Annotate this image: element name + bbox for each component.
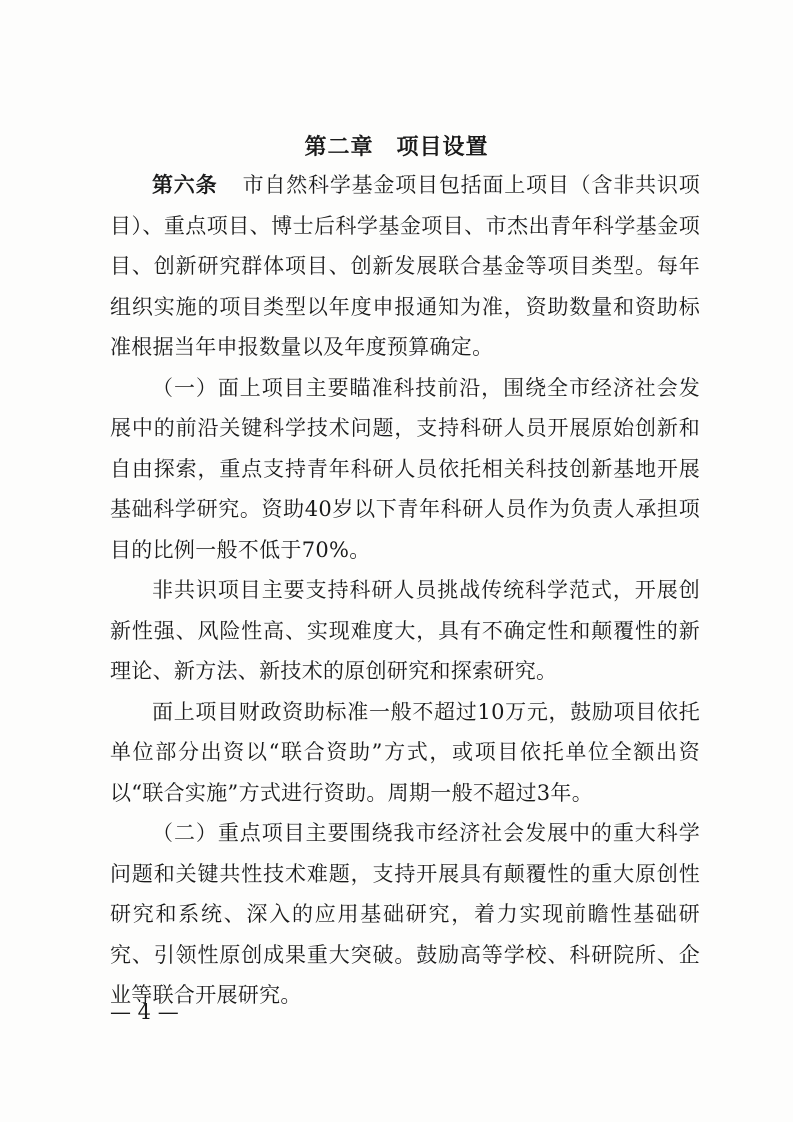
- page-number: — 4 —: [110, 1000, 179, 1024]
- article-text: 市自然科学基金项目包括面上项目（含非共识项目）、重点项目、博士后科学基金项目、市杰出青年科学基金项目、创新研究群体项目、创新发展联合基金等项目类型。每年组织实施的项目类型以年度申报通知为准，资助数量和资助标准根据当年申报数量以及年度预算确定。: [110, 173, 700, 359]
- paragraph-funding-standard: 面上项目财政资助标准一般不超过10万元，鼓励项目依托单位部分出资以“联合资助”方式，或项目依托单位全额出资以“联合实施”方式进行资助。周期一般不超过3年。: [110, 699, 700, 805]
- document-body: [110, 165, 700, 1016]
- chapter-title: 第二章 项目设置: [304, 135, 489, 160]
- paragraph-general-projects: （一）面上项目主要瞄准科技前沿，围绕全市经济社会发展中的前沿关键科学技术问题，支持科研人员开展原始创新和自由探索，重点支持青年科研人员依托相关科技创新基地开展基础科学研究。资助40岁以下青年科研人员作为负责人承担项目的比例一般不低于70%。: [110, 375, 700, 562]
- paragraph-non-consensus-projects: 非共识项目主要支持科研人员挑战传统科学范式，开展创新性强、风险性高、实现难度大，具有不确定性和颠覆性的新理论、新方法、新技术的原创研究和探索研究。: [110, 578, 700, 683]
- article-label: 第六条: [152, 173, 218, 197]
- article-paragraph: [110, 165, 700, 368]
- paragraph-key-projects: （二）重点项目主要围绕我市经济社会发展中的重大科学问题和关键共性技术难题，支持开展具有颠覆性的重大原创性研究和系统、深入的应用基础研究，着力实现前瞻性基础研究、引领性原创成果重大突破。鼓励高等学校、科研院所、企业等联合开展研究。: [110, 821, 700, 1007]
